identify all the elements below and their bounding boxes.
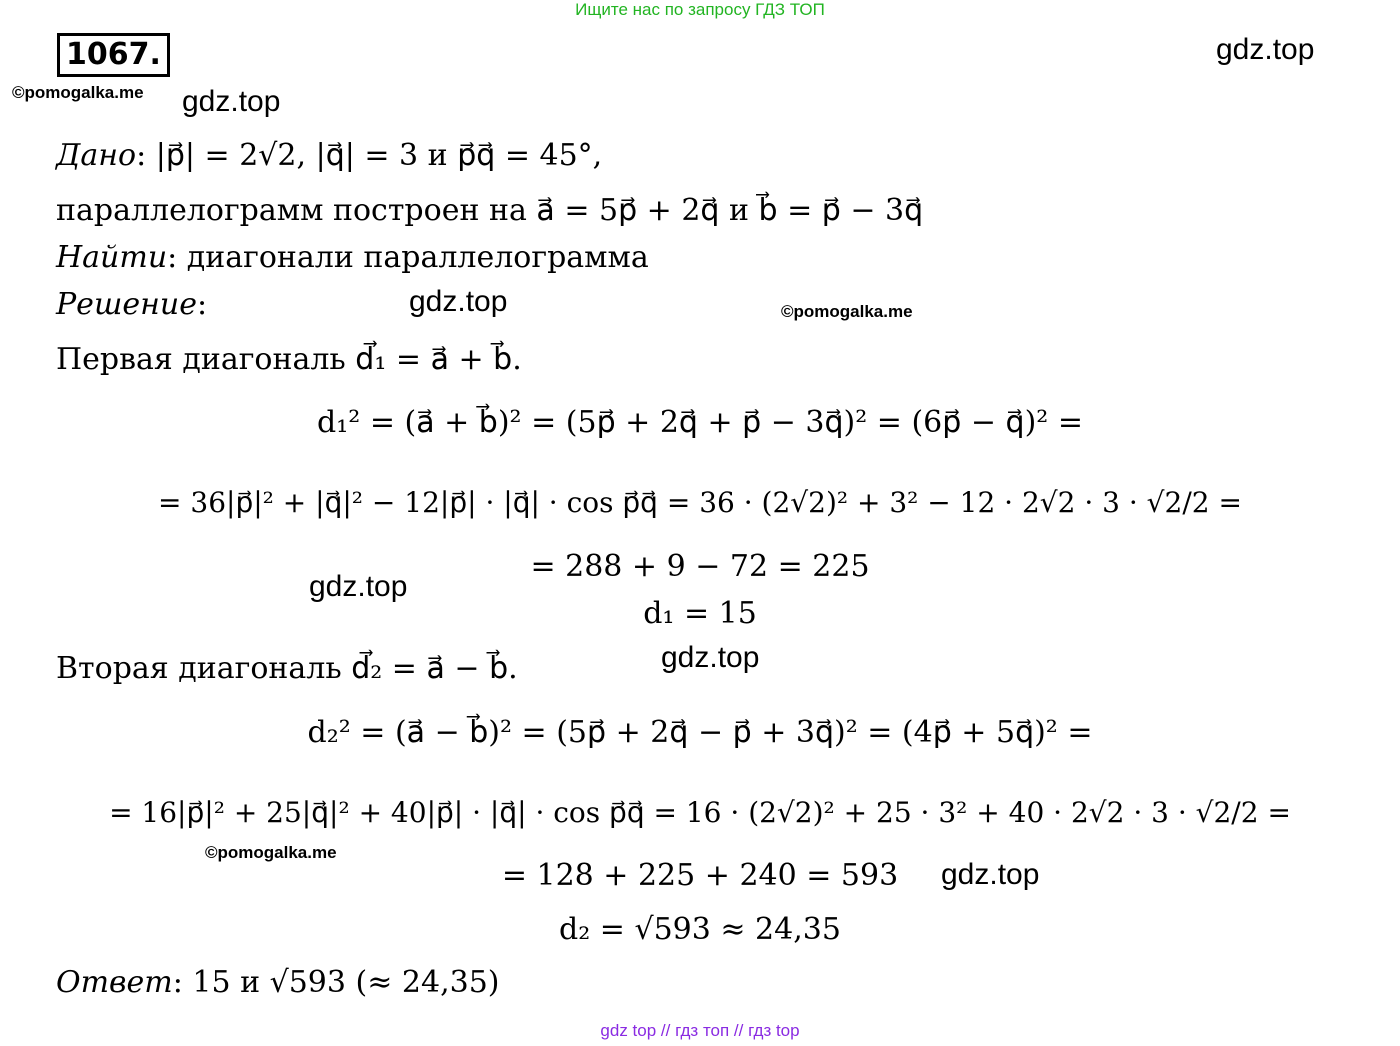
watermark-pomogalka-top-left: ©pomogalka.me [12,83,144,102]
d1-equation-1: d₁² = (a⃗ + b⃗)² = (5p⃗ + 2q⃗ + p⃗ − 3q⃗)² = (6p⃗ − q⃗)² = [317,405,1083,440]
d2-intro: Вторая диагональ d⃗₂ = a⃗ − b⃗. [56,651,518,686]
watermark-gdz-5: gdz.top [941,858,1040,891]
watermark-pomogalka-3: ©pomogalka.me [205,843,337,862]
d1-intro: Первая диагональ d⃗₁ = a⃗ + b⃗. [56,342,522,377]
solution-colon: : [196,287,208,322]
answer-text: : 15 и √593 (≈ 24,35) [172,965,500,1000]
d1-result: d₁ = 15 [643,596,757,631]
watermark-gdz-1: gdz.top [182,85,281,118]
given-line-2: параллелограмм построен на a⃗ = 5p⃗ + 2q⃗ и b⃗ = p⃗ − 3q⃗ [56,193,924,228]
solution-label: Решение [56,287,197,322]
answer-line [56,965,499,1001]
watermark-gdz-top-right: gdz.top [1216,33,1315,66]
d2-equation-2: = 16|p⃗|² + 25|q⃗|² + 40|p⃗| · |q⃗| · cos p⃗q⃗ = 16 · (2√2)² + 25 · 3² + 40 · 2√2 · 3 · √2/2 = [109,796,1291,829]
answer-label: Ответ [56,965,173,1000]
given-text: : |p⃗| = 2√2, |q⃗| = 3 и p⃗q⃗ = 45°, [136,138,603,173]
footer: gdz top // гдз топ // гдз top [600,1021,800,1040]
watermark-gdz-4: gdz.top [661,641,760,674]
problem-number: 1067. [57,33,170,77]
d1-equation-2: = 36|p⃗|² + |q⃗|² − 12|p⃗| · |q⃗| · cos p⃗q⃗ = 36 · (2√2)² + 3² − 12 · 2√2 · 3 · √2/2 = [158,486,1242,519]
watermark-gdz-2: gdz.top [409,285,508,318]
find-text: : диагонали параллелограмма [167,240,649,275]
watermark-gdz-3: gdz.top [309,570,408,603]
d2-result: d₂ = √593 ≈ 24,35 [559,912,841,947]
top-banner: Ищите нас по запросу ГДЗ ТОП [575,0,825,19]
solution-line [56,287,207,323]
watermark-pomogalka-2: ©pomogalka.me [781,302,913,321]
find-label: Найти [56,240,168,275]
given-line [56,138,602,174]
find-line [56,240,649,276]
d2-equation-1: d₂² = (a⃗ − b⃗)² = (5p⃗ + 2q⃗ − p⃗ + 3q⃗)² = (4p⃗ + 5q⃗)² = [307,715,1093,750]
d1-equation-3: = 288 + 9 − 72 = 225 [530,549,870,584]
given-label: Дано [56,138,137,173]
d2-equation-3: = 128 + 225 + 240 = 593 [501,858,899,893]
